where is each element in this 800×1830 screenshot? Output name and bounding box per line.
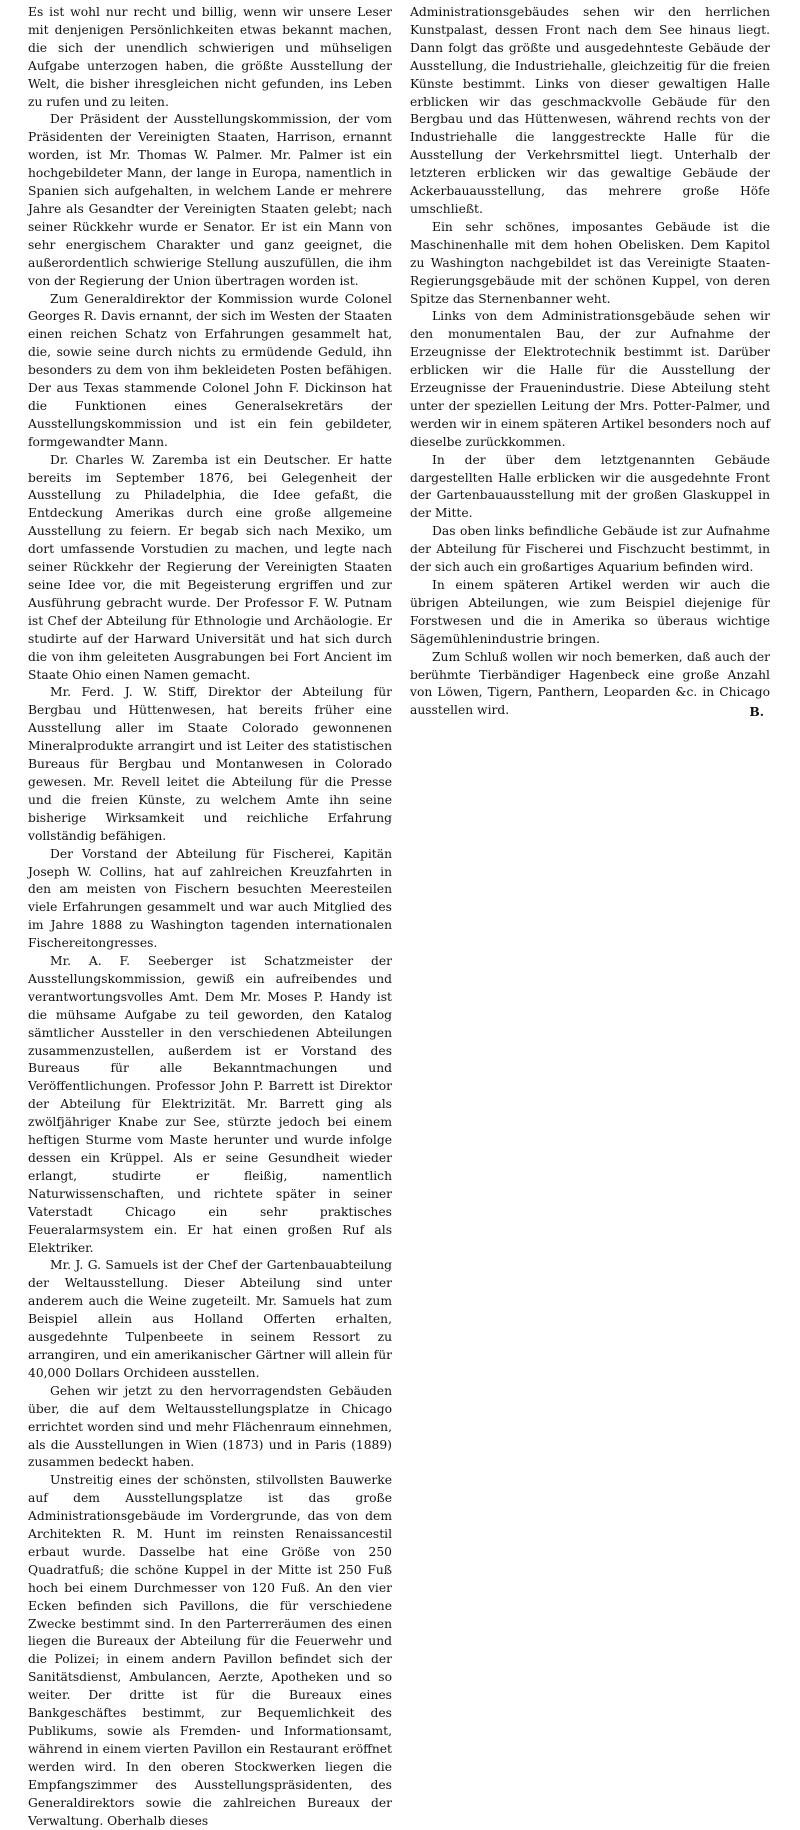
paragraph: Der Vorstand der Abteilung für Fischerei, Kapitän Joseph W. Collins, hat auf zahlreichen Kreuzfahrten in den am meisten von Fischern besuchten Meeresteilen viele Erfahrungen gesammelt und war auch Mitglied des im Jahre 1888 zu Washington tagenden internationalen Fischereitongresses. [28,846,392,951]
paragraph: Zum Schluß wollen wir noch bemerken, daß auch der berühmte Tierbändiger Hagenbeck eine große Anzahl von Löwen, Tigern, Panthern, Leoparden &c. in Chicago ausstellen wird. [410,649,770,718]
paragraph: Administrationsgebäudes sehen wir den herrlichen Kunstpalast, dessen Front nach dem See hinaus liegt. Dann folgt das größte und ausgedehnteste Gebäude der Ausstellung, die Industriehalle, gleichzeitig für die freien Künste bestimmt. Links von dieser gewaltigen Halle erblicken wir das geschmackvolle Gebäude für den Bergbau und das Hüttenwesen, während rechts von der Industriehalle die langgestreckte Halle für die Ausstellung der Verkehrsmittel liegt. Unterhalb der letzteren erblicken wir das gewaltige Gebäude der Ackerbauausstellung, das mehrere große Höfe umschließt. [410,5,770,216]
right-column [410,4,770,721]
paragraph: Unstreitig eines der schönsten, stilvollsten Bauwerke auf dem Ausstellungsplatze ist das große Administrationsgebäude im Vordergrunde, das von dem Architekten R. M. Hunt im reinsten Renaissancestil erbaut wurde. Dasselbe hat eine Größe von 250 Quadratfuß; die schöne Kuppel in der Mitte ist 250 Fuß hoch bei einem Durchmesser von 120 Fuß. An den vier Ecken befinden sich Pavillons, die für verschiedene Zwecke bestimmt sind. In den Parterreräumen des einen liegen die Bureaux der Abteilung für die Feuerwehr und die Polizei; in einem andern Pavillon befindet sich der Sanitätsdienst, Ambulancen, Aerzte, Apotheken und so weiter. Der dritte ist für die Bureaux eines Bankgeschäftes bestimmt, zur Bequemlichkeit des Publikums, sowie als Fremden- und Informationsamt, während in einem vierten Pavillon ein Restaurant eröffnet werden wird. In den oberen Stockwerken liegen die Empfangszimmer des Ausstellungspräsidenten, des Generaldirektors sowie die zahlreichen Bureaux der Verwaltung. Oberhalb dieses [28,1473,392,1828]
left-column [28,4,392,1830]
paragraph: Das oben links befindliche Gebäude ist zur Aufnahme der Abteilung für Fischerei und Fischzucht bestimmt, in der sich auch ein großartiges Aquarium befinden wird. [410,524,770,575]
paragraph: Ein sehr schönes, imposantes Gebäude ist die Maschinenhalle mit dem hohen Obelisken. Dem Kapitol zu Washington nachgebildet ist das Vereinigte Staaten-Regierungsgebäude mit der schönen Kuppel, von deren Spitze das Sternenbanner weht. [410,219,770,306]
paragraph: Mr. Ferd. J. W. Stiff, Direktor der Abteilung für Bergbau und Hüttenwesen, hat bereits früher eine Ausstellung aller im Staate Colorado gewonnenen Mineralprodukte arrangirt und ist Leiter des statistischen Bureaus für Bergbau und Montanwesen in Colorado gewesen. Mr. Revell leitet die Abteilung für die Presse und die freien Künste, zu welchem Amte ihn seine bisherige Wirksamkeit und reichliche Erfahrung vollständig befähigen. [28,685,392,843]
paragraph: Zum Generaldirektor der Kommission wurde Colonel Georges R. Davis ernannt, der sich im Westen der Staaten einen reichen Schatz von Erfahrungen gesammelt hat, die, sowie seine durch nichts zu ermüdende Geduld, ihn besonders zu dem von ihm bekleideten Posten befähigen. Der aus Texas stammende Colonel John F. Dickinson hat die Funktionen eines Generalsekretärs der Ausstellungskommission und ist ein fein gebildeter, formgewandter Mann. [28,291,392,449]
paragraph: Links von dem Administrationsgebäude sehen wir den monumentalen Bau, der zur Aufnahme der Erzeugnisse der Elektrotechnik bestimmt ist. Darüber erblicken wir die Halle für die Ausstellung der Erzeugnisse der Frauenindustrie. Diese Abteilung steht unter der speziellen Leitung der Mrs. Potter-Palmer, und werden wir in einem späteren Artikel besonders noch auf dieselbe zurückkommen. [410,309,770,449]
paragraph: Mr. A. F. Seeberger ist Schatzmeister der Ausstellungskommission, gewiß ein aufreibendes und verantwortungsvolles Amt. Dem Mr. Moses P. Handy ist die mühsame Aufgabe zu teil geworden, den Katalog sämtlicher Aussteller in den verschiedenen Abteilungen zusammenzustellen, außerdem ist er Vorstand des Bureaus für alle Bekanntmachungen und Veröffentlichungen. Professor John P. Barrett ist Direktor der Abteilung für Elektrizität. Mr. Barrett ging als zwölfjähriger Knabe zur See, stürzte jedoch bei einem heftigen Sturme vom Maste herunter und wurde infolge dessen ein Krüppel. Als er seine Gesundheit wieder erlangt, studirte er fleißig, namentlich Naturwissenschaften, und richtete später in seiner Vaterstadt Chicago ein sehr praktisches Feueralarmsystem ein. Er hat einen großen Ruf als Elektriker. [28,954,392,1255]
paragraph: In einem späteren Artikel werden wir auch die übrigen Abteilungen, wie zum Beispiel diejenige für Forstwesen und die in Amerika so überaus wichtige Sägemühlenindustrie bringen. [410,578,770,646]
paragraph: Mr. J. G. Samuels ist der Chef der Gartenbauabteilung der Weltausstellung. Dieser Abteilung sind unter anderem auch die Weine zugeteilt. Mr. Samuels hat zum Beispiel allein aus Holland Offerten erhalten, ausgedehnte Tulpenbeete in seinem Ressort zu arrangiren, und ein amerikanischer Gärtner will allein für 40,000 Dollars Orchideen ausstellen. [28,1258,392,1380]
paragraph: Es ist wohl nur recht und billig, wenn wir unsere Leser mit denjenigen Persönlichkeiten etwas bekannt machen, die sich der unendlich schwierigen und mühseligen Aufgabe unterzogen haben, die größte Ausstellung der Welt, die bisher ihresgleichen nicht gefunden, ins Leben zu rufen und zu leiten. [28,5,392,109]
paragraph: Der Präsident der Ausstellungskommission, der vom Präsidenten der Vereinigten Staaten, Harrison, ernannt worden, ist Mr. Thomas W. Palmer. Mr. Palmer ist ein hochgebildeter Mann, der lange in Europa, namentlich in Spanien sich aufgehalten, in welchem Lande er mehrere Jahre als Gesandter der Vereinigten Staaten gelebt; nach seiner Rückkehr wurde er Senator. Er ist ein Mann von sehr energischem Charakter und ganz geeignet, die außerordentlich schwierige Stellung auszufüllen, die ihm von der Regierung der Union übertragen worden ist. [28,112,392,288]
paragraph: In der über dem letztgenannten Gebäude dargestellten Halle erblicken wir die ausgedehnte Front der Gartenbauausstellung mit der großen Glaskuppel in der Mitte. [410,452,770,521]
paragraph: Dr. Charles W. Zaremba ist ein Deutscher. Er hatte bereits im September 1876, bei Gelegenheit der Ausstellung zu Philadelphia, die Idee gefaßt, die Entdeckung Amerikas durch eine große allgemeine Ausstellung zu feiern. Er begab sich nach Mexiko, um dort umfassende Vorstudien zu machen, und legte nach seiner Rückkehr der Regierung der Vereinigten Staaten seine Idee vor, die mit Begeisterung ergriffen und zur Ausführung gebracht wurde. Der Professor F. W. Putnam ist Chef der Abteilung für Ethnologie und Archäologie. Er studirte auf der Harward Universität und hat sich durch die von ihm geleiteten Ausgrabungen bei Fort Ancient im Staate Ohio einen Namen gemacht. [28,452,392,682]
author-signature: B. [749,704,764,720]
paragraph: Gehen wir jetzt zu den hervorragendsten Gebäuden über, die auf dem Weltausstellungsplatze in Chicago errichtet worden sind und mehr Flächenraum einnehmen, als die Ausstellungen in Wien (1873) und in Paris (1889) zusammen bedeckt haben. [28,1383,392,1470]
